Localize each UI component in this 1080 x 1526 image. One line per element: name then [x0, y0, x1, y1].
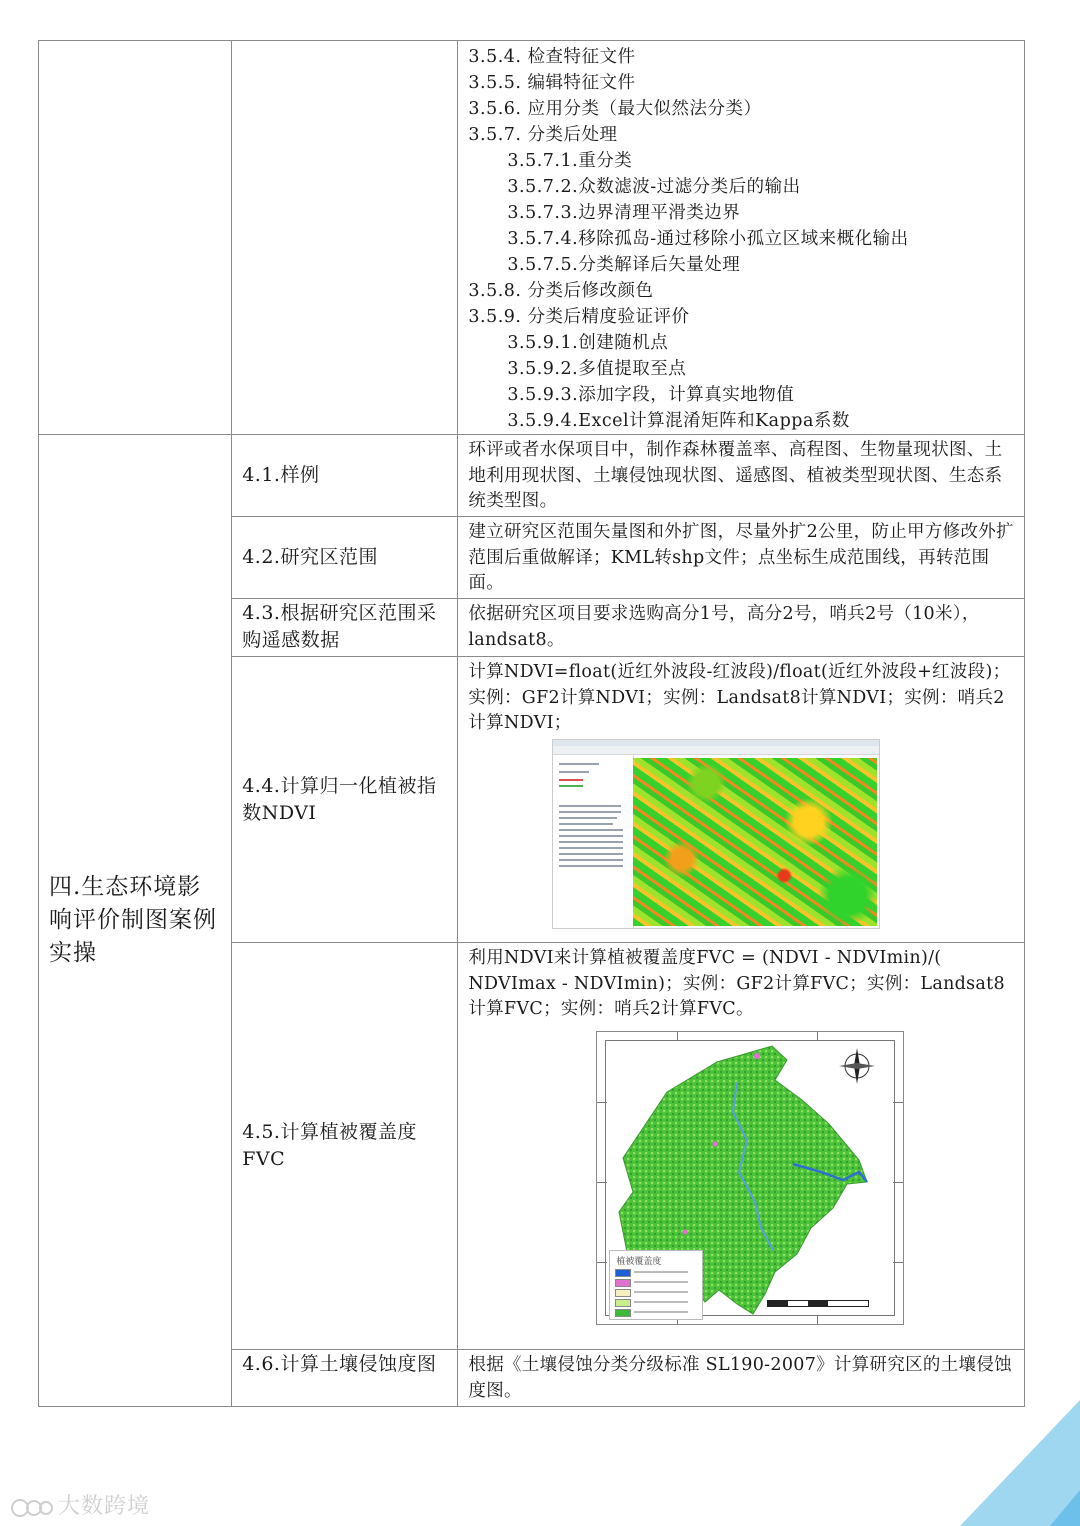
- toc-subitem: 3.5.9.3.添加字段，计算真实地物值: [507, 385, 795, 405]
- toc-row: [39, 41, 1025, 435]
- toc-subitem: 3.5.7.2.众数滤波-过滤分类后的输出: [507, 177, 801, 197]
- label-cell: [232, 1350, 458, 1407]
- label-cell: [232, 657, 458, 943]
- row-label: 4.2.研究区范围: [242, 546, 378, 568]
- legend-swatch: [615, 1299, 631, 1307]
- toc-subitem: 3.5.9.4.Excel计算混淆矩阵和Kappa系数: [507, 411, 850, 431]
- label-cell: [232, 517, 458, 599]
- section-title: 四.生态环境影响评价制图案例实操: [49, 874, 217, 966]
- desc-cell: [458, 435, 1025, 517]
- row-description: 计算NDVI=float(近红外波段-红波段)/float(近红外波段+红波段)；实例：GF2计算NDVI；实例：Landsat8计算NDVI；实例：哨兵2计算NDVI；: [468, 662, 1011, 733]
- row-description: 根据《土壤侵蚀分类分级标准 SL190-2007》计算研究区的土壤侵蚀度图。: [468, 1355, 1012, 1401]
- watermark-text: 大数跨境: [58, 1494, 151, 1519]
- row-4-1: [39, 435, 1025, 517]
- legend-swatch: [615, 1269, 631, 1277]
- scale-bar: [767, 1300, 869, 1307]
- toc-subitem: 3.5.9.2.多值提取至点: [507, 359, 687, 379]
- corner-decoration: [890, 1390, 1080, 1526]
- toc-item: 3.5.4. 检查特征文件: [468, 47, 636, 67]
- fvc-map-figure: [596, 1031, 904, 1325]
- empty-cell: [232, 41, 458, 435]
- toc-item: 3.5.5. 编辑特征文件: [468, 73, 636, 93]
- watermark: [10, 1489, 150, 1520]
- row-description: 利用NDVI来计算植被覆盖度FVC = (NDVI - NDVImin)/( NDVImax - NDVImin)；实例：GF2计算FVC；实例：Landsat8计算FVC；实例：哨兵2计算FVC。: [468, 948, 1005, 1019]
- desc-cell: [458, 657, 1025, 943]
- row-label: 4.5.计算植被覆盖度FVC: [242, 1121, 417, 1170]
- legend-swatch: [615, 1309, 631, 1317]
- toc-cell: [458, 41, 1025, 435]
- toc-subitem: 3.5.7.3.边界清理平滑类边界: [507, 203, 741, 223]
- toc-item: 3.5.6. 应用分类（最大似然法分类）: [468, 99, 762, 119]
- row-label: 4.4.计算归一化植被指数NDVI: [242, 774, 437, 824]
- row-label: 4.1.样例: [242, 464, 320, 486]
- legend-title: 植被覆盖度: [616, 1256, 662, 1267]
- map-legend: [609, 1250, 703, 1320]
- ndvi-software-screenshot: [552, 739, 880, 929]
- toc-subitem: 3.5.7.4.移除孤岛-通过移除小孤立区域来概化输出: [507, 229, 909, 249]
- label-cell: [232, 435, 458, 517]
- label-cell: [232, 599, 458, 657]
- toc-list: [458, 41, 1024, 434]
- ndvi-raster-image: [633, 758, 877, 926]
- toc-item: 3.5.7. 分类后处理: [468, 125, 618, 145]
- toc-subitem: 3.5.7.1.重分类: [507, 151, 633, 171]
- layers-panel: [553, 755, 634, 928]
- section-title-cell: [39, 435, 232, 1407]
- empty-cell: [39, 41, 232, 435]
- weibo-logo-icon: [10, 1496, 54, 1518]
- desc-cell: [458, 517, 1025, 599]
- toc-subitem: 3.5.9.1.创建随机点: [507, 333, 669, 353]
- north-arrow-icon: [837, 1046, 877, 1086]
- legend-swatch: [615, 1279, 631, 1287]
- toc-subitem: 3.5.7.5.分类解译后矢量处理: [507, 255, 741, 275]
- row-label: 4.3.根据研究区范围采购遥感数据: [242, 602, 437, 651]
- row-description: 依据研究区项目要求选购高分1号，高分2号，哨兵2号（10米），landsat8。: [468, 604, 980, 650]
- row-label: 4.6.计算土壤侵蚀度图: [242, 1353, 437, 1375]
- desc-cell: [458, 943, 1025, 1350]
- window-toolbar: [553, 746, 879, 755]
- content-table: [38, 40, 1025, 1407]
- toc-item: 3.5.9. 分类后精度验证评价: [468, 307, 690, 327]
- desc-cell: [458, 599, 1025, 657]
- row-description: 建立研究区范围矢量图和外扩图，尽量外扩2公里，防止甲方修改外扩范围后重做解译；KML转shp文件；点坐标生成范围线，再转范围面。: [468, 522, 1014, 593]
- row-description: 环评或者水保项目中，制作森林覆盖率、高程图、生物量现状图、土地利用现状图、土壤侵蚀现状图、遥感图、植被类型现状图、生态系统类型图。: [468, 440, 1003, 511]
- label-cell: [232, 943, 458, 1350]
- legend-swatch: [615, 1289, 631, 1297]
- toc-item: 3.5.8. 分类后修改颜色: [468, 281, 654, 301]
